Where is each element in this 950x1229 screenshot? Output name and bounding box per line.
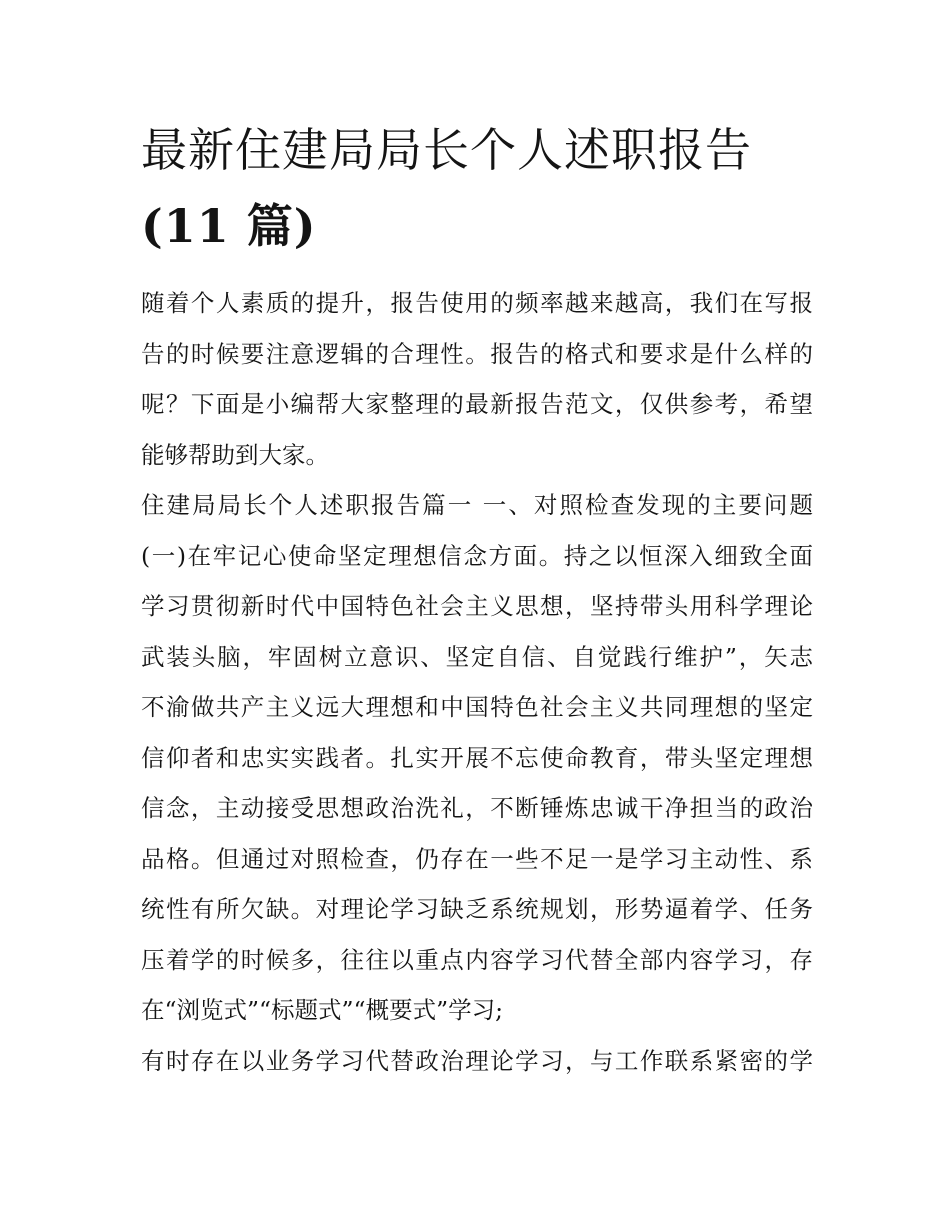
text-line: 能够帮助到大家。 bbox=[141, 440, 329, 469]
title-line-1: 最新住建局局长个人述职报告 bbox=[141, 123, 752, 177]
text-line: 在“浏览式”“标题式”“概要式”学习; bbox=[141, 996, 504, 1024]
text-line: 武装头脑，牢固树立意识、坚定自信、自觉践行维护”，矢志 bbox=[141, 642, 813, 671]
paragraph-section-one bbox=[141, 480, 813, 1036]
document-body bbox=[141, 278, 813, 1086]
paragraph-intro bbox=[141, 278, 813, 480]
paragraph-continuation bbox=[141, 1036, 813, 1087]
text-line: 住建局局长个人述职报告篇一 一、对照检查发现的主要问题 bbox=[141, 491, 813, 519]
text-line: 信仰者和忠实实践者。扎实开展不忘使命教育，带头坚定理想 bbox=[141, 743, 813, 772]
text-line: 学习贯彻新时代中国特色社会主义思想，坚持带头用科学理论 bbox=[141, 592, 813, 620]
title-line-2: (11 篇) bbox=[141, 199, 317, 253]
text-line: 有时存在以业务学习代替政治理论学习，与工作联系紧密的学 bbox=[141, 1046, 813, 1075]
document-title bbox=[141, 112, 813, 264]
text-line: 随着个人素质的提升，报告使用的频率越来越高，我们在写报 bbox=[141, 289, 813, 317]
text-line: 告的时候要注意逻辑的合理性。报告的格式和要求是什么样的 bbox=[141, 339, 813, 368]
text-line: 统性有所欠缺。对理论学习缺乏系统规划，形势逼着学、任务 bbox=[141, 895, 813, 923]
text-line: (一)在牢记心使命坚定理想信念方面。持之以恒深入细致全面 bbox=[141, 541, 813, 570]
text-line: 不渝做共产主义远大理想和中国特色社会主义共同理想的坚定 bbox=[141, 693, 813, 721]
text-line: 信念，主动接受思想政治洗礼，不断锤炼忠诚干净担当的政治 bbox=[141, 794, 813, 822]
text-line: 呢？下面是小编帮大家整理的最新报告范文，仅供参考，希望 bbox=[141, 390, 813, 418]
text-line: 品格。但通过对照检查，仍存在一些不足一是学习主动性、系 bbox=[141, 844, 813, 873]
text-line: 压着学的时候多，往往以重点内容学习代替全部内容学习，存 bbox=[141, 945, 813, 974]
document-content bbox=[141, 112, 813, 1086]
